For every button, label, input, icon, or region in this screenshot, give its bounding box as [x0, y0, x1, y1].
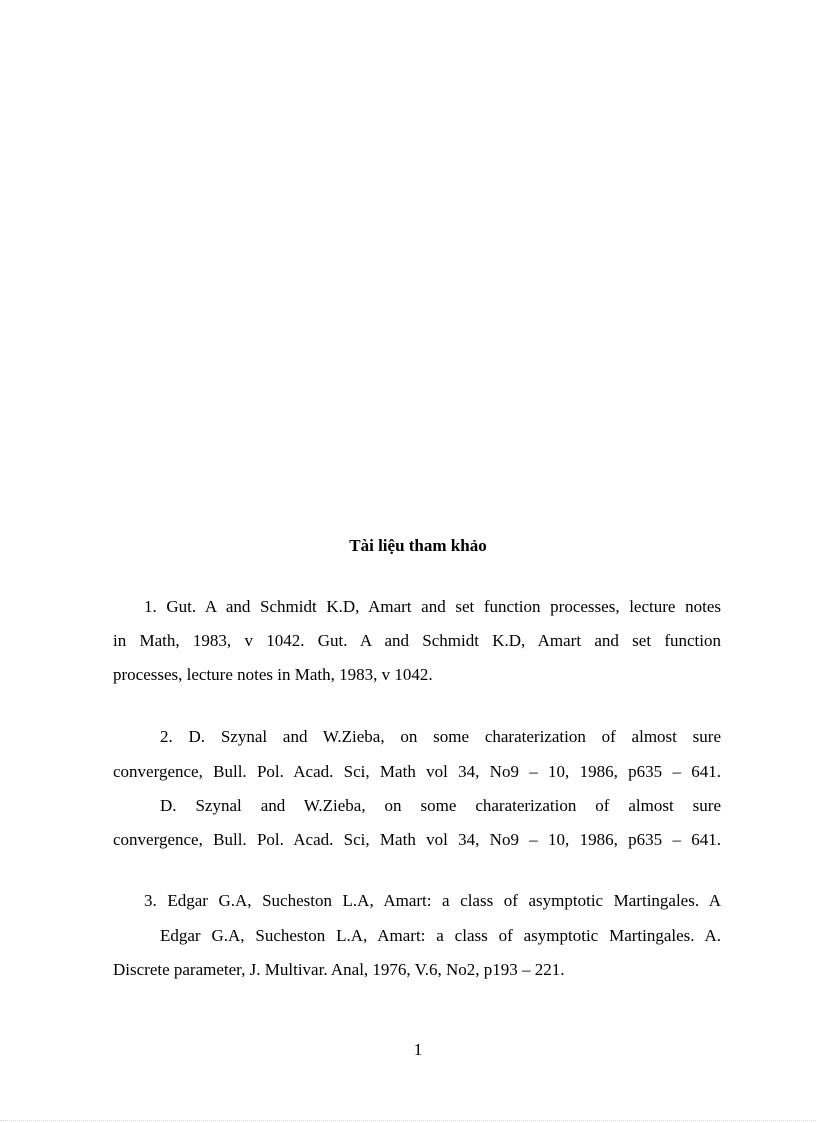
reference-1-line-3: processes, lecture notes in Math, 1983, v 1042.: [113, 665, 433, 684]
reference-2-line-1: 2. D. Szynal and W.Zieba, on some charaterization of almost sure: [160, 727, 721, 746]
reference-3-line-1: 3. Edgar G.A, Sucheston L.A, Amart: a class of asymptotic Martingales. A: [144, 891, 721, 910]
reference-3-line-2: Edgar G.A, Sucheston L.A, Amart: a class of asymptotic Martingales. A.: [160, 926, 721, 945]
reference-2-line-3: D. Szynal and W.Zieba, on some charaterization of almost sure: [160, 796, 721, 815]
reference-2-line-2: convergence, Bull. Pol. Acad. Sci, Math vol 34, No9 – 10, 1986, p635 – 641.: [113, 762, 721, 781]
reference-2-line-4: convergence, Bull. Pol. Acad. Sci, Math vol 34, No9 – 10, 1986, p635 – 641.: [113, 830, 721, 849]
page-number: 1: [413, 1040, 423, 1059]
reference-1-line-2: in Math, 1983, v 1042. Gut. A and Schmidt K.D, Amart and set function: [113, 631, 721, 650]
reference-1-line-1: 1. Gut. A and Schmidt K.D, Amart and set function processes, lecture notes: [144, 597, 721, 616]
page-title: Tài liệu tham khảo: [349, 536, 487, 555]
bottom-divider: [0, 1120, 816, 1121]
reference-3-line-3: Discrete parameter, J. Multivar. Anal, 1976, V.6, No2, p193 – 221.: [113, 960, 565, 979]
